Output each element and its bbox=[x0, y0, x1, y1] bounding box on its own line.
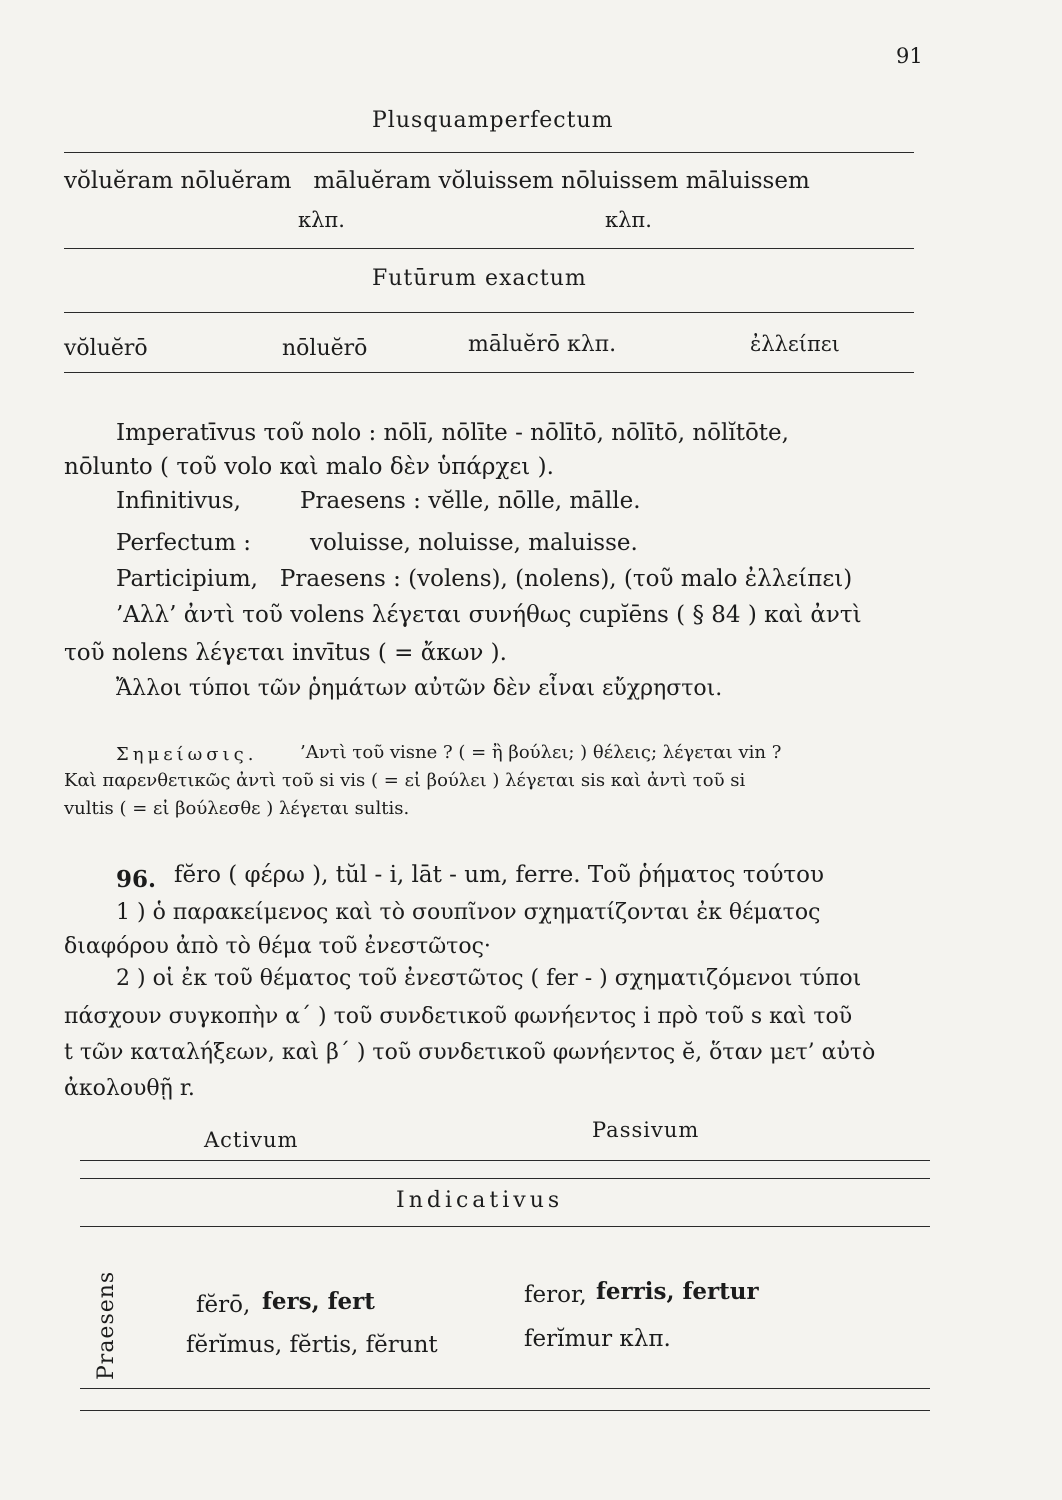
klp-abbrev: κλπ. bbox=[605, 208, 652, 232]
all-anti-line: ’Αλλ’ ἀντὶ τοῦ volens λέγεται συνήθως cupĭēns ( § 84 ) καὶ ἀντὶ bbox=[116, 602, 862, 628]
section-number: 96. bbox=[116, 866, 157, 893]
rule bbox=[64, 312, 914, 313]
passivum-label: Passivum bbox=[592, 1118, 700, 1142]
passive-form: ferĭmur κλπ. bbox=[524, 1326, 671, 1352]
page-number: 91 bbox=[896, 44, 923, 68]
note-label: Σημείωσις. bbox=[116, 744, 258, 765]
perfectum-value: voluisse, noluisse, maluisse. bbox=[310, 530, 638, 556]
passive-form-bold: ferris, fertur bbox=[596, 1278, 759, 1305]
section-line: πάσχουν συγκοπὴν α΄ ) τοῦ συνδετικοῦ φωνήεντος i πρὸ τοῦ s καὶ τοῦ bbox=[64, 1004, 853, 1029]
section-line: διαφόρου ἀπὸ τὸ θέμα τοῦ ἐνεστῶτος· bbox=[64, 934, 491, 959]
rule bbox=[80, 1160, 930, 1161]
note-line: ’Αντὶ τοῦ visne ? ( = ἢ βούλει; ) θέλεις; λέγεται vin ? bbox=[300, 742, 782, 763]
section-line: fĕro ( φέρω ), tŭl - i, lāt - um, ferre. Τοῦ ῥήματος τούτου bbox=[174, 862, 824, 888]
alloi-typoi-line: Ἄλλοι τύποι τῶν ῥημάτων αὐτῶν δὲν εἶναι εὔχρηστοι. bbox=[116, 676, 723, 701]
praesens-label: Praesens bbox=[94, 1270, 119, 1380]
perfectum-label: Perfectum : bbox=[116, 530, 251, 556]
section-line: 2 ) οἱ ἐκ τοῦ θέματος τοῦ ἐνεστῶτος ( fer - ) σχηματιζόμενοι τύποι bbox=[116, 966, 862, 991]
note-line: vultis ( = εἰ βούλεσθε ) λέγεται sultis. bbox=[64, 798, 410, 819]
rule bbox=[64, 248, 914, 249]
activum-label: Activum bbox=[204, 1128, 299, 1152]
rule bbox=[64, 372, 914, 373]
rule bbox=[80, 1178, 930, 1179]
rule bbox=[64, 152, 914, 153]
passive-form: feror, bbox=[524, 1282, 587, 1308]
infinitivus-label: Infinitivus, bbox=[116, 488, 241, 514]
futurum-form: vŏluĕrō bbox=[64, 336, 148, 361]
nolens-line: τοῦ nolens λέγεται invītus ( = ἄκων ). bbox=[64, 640, 507, 666]
futurum-note: ἐλλείπει bbox=[750, 332, 840, 356]
rule bbox=[80, 1226, 930, 1227]
klp-abbrev: κλπ. bbox=[298, 208, 345, 232]
infinitivus-value: Praesens : vĕlle, nōlle, mālle. bbox=[300, 488, 641, 514]
rule bbox=[80, 1388, 930, 1389]
active-form: fĕrĭmus, fĕrtis, fĕrunt bbox=[186, 1332, 438, 1358]
active-form-bold: fers, fert bbox=[262, 1288, 375, 1315]
futurum-exactum-heading: Futūrum exactum bbox=[372, 266, 587, 291]
futurum-form: nōluĕrō bbox=[282, 336, 368, 361]
imperativus-line: Imperatīvus τοῦ nolo : nōlī, nōlīte - nōlītō, nōlītō, nōlĭtōte, bbox=[116, 420, 789, 446]
futurum-form: māluĕrō κλπ. bbox=[468, 332, 617, 357]
plusquamperfectum-forms: vŏluĕram nōluĕram māluĕram vŏluissem nōluissem māluissem bbox=[64, 168, 810, 194]
section-line: ἀκολουθῇ r. bbox=[64, 1076, 195, 1101]
section-line: t τῶν καταλήξεων, καὶ β΄ ) τοῦ συνδετικοῦ φωνήεντος ĕ, ὅταν μετ’ αὐτὸ bbox=[64, 1040, 876, 1065]
plusquamperfectum-heading: Plusquamperfectum bbox=[372, 108, 614, 133]
note-line: Καὶ παρενθετικῶς ἀντὶ τοῦ si vis ( = εἰ βούλει ) λέγεται sis καὶ ἀντὶ τοῦ si bbox=[64, 770, 746, 791]
active-form: fĕrō, bbox=[196, 1292, 251, 1318]
participium-line: Participium, Praesens : (volens), (nolens), (τοῦ malo ἐλλείπει) bbox=[116, 566, 853, 592]
imperativus-line-2: nōlunto ( τοῦ volo καὶ malo δὲν ὑπάρχει ). bbox=[64, 454, 554, 480]
indicativus-header: Indicativus bbox=[396, 1188, 564, 1213]
section-line: 1 ) ὁ παρακείμενος καὶ τὸ σουπῖνον σχηματίζονται ἐκ θέματος bbox=[116, 900, 821, 925]
rule bbox=[80, 1410, 930, 1411]
